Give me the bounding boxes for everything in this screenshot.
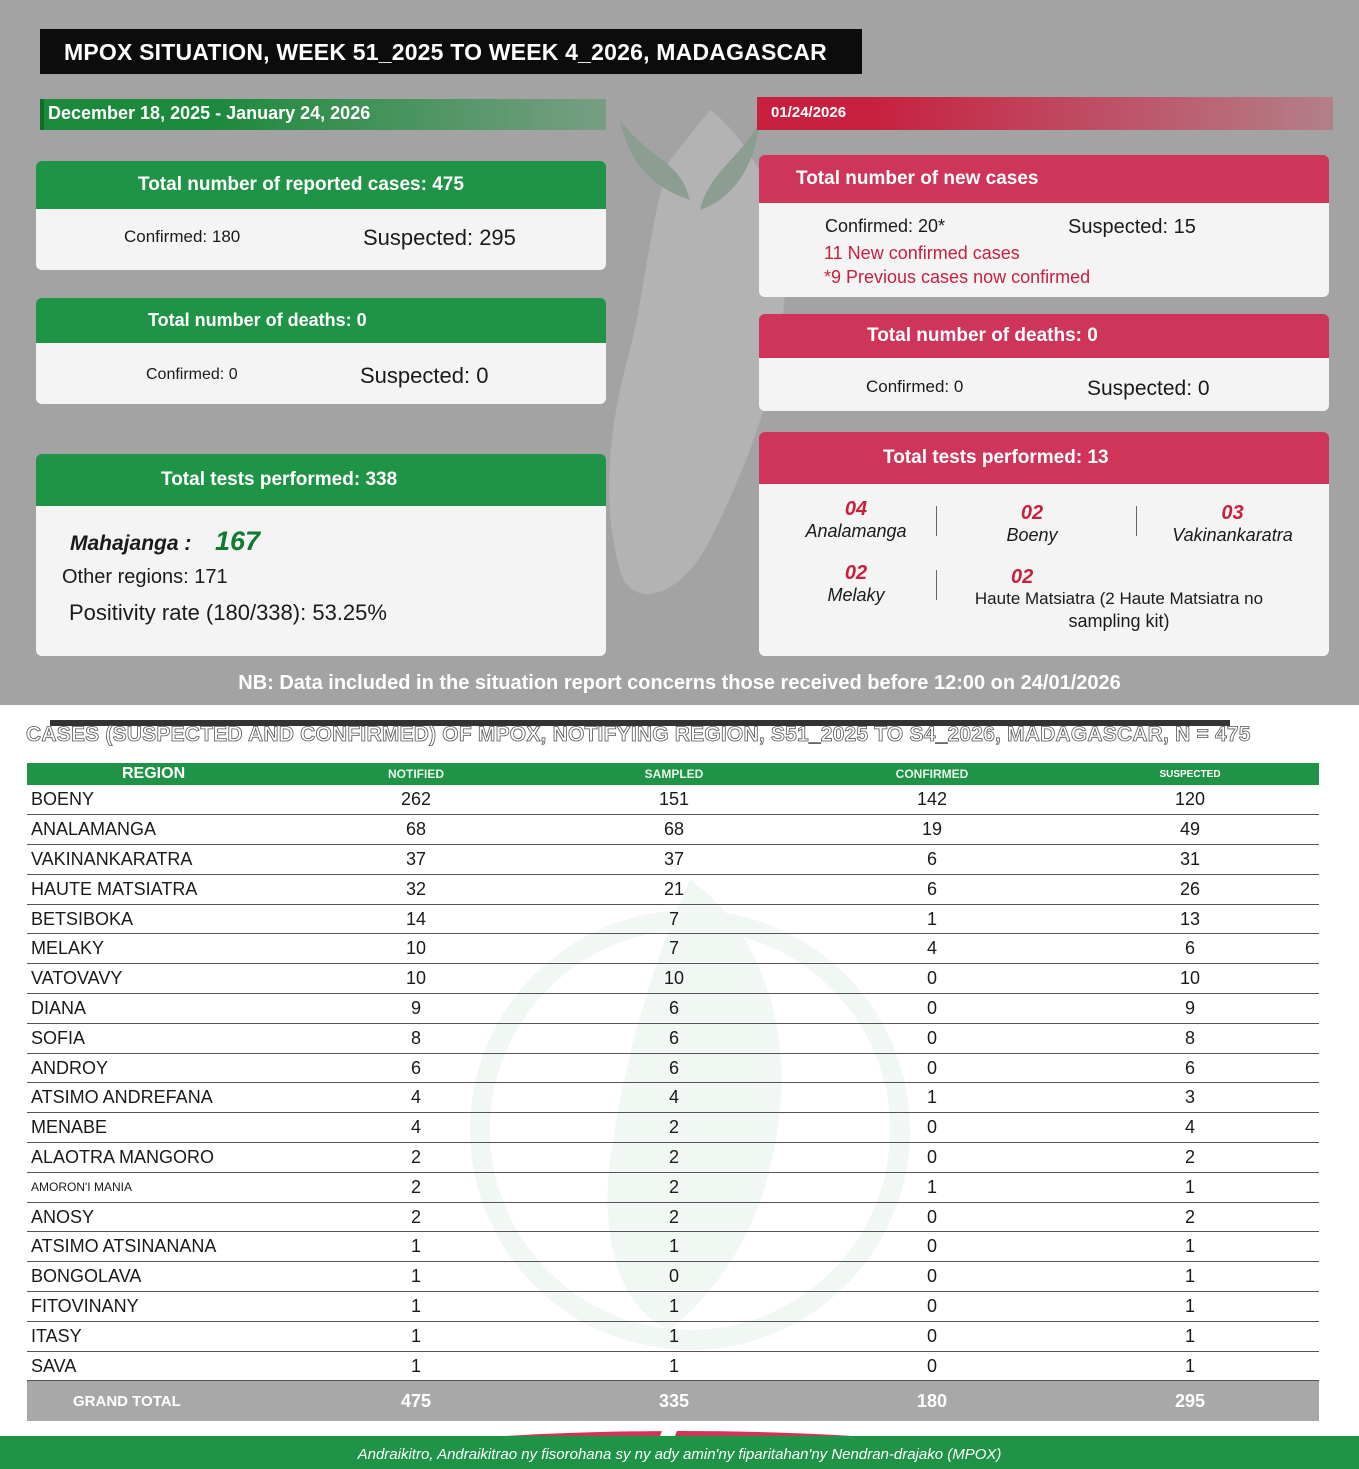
table-row: [27, 1232, 1319, 1262]
cell-suspected: 6: [1061, 1053, 1319, 1083]
cell-sampled: 4: [545, 1083, 803, 1113]
cell-region: FITOVINANY: [27, 1292, 287, 1322]
cell-region: ANOSY: [27, 1202, 287, 1232]
cell-region: ANDROY: [27, 1053, 287, 1083]
cell-suspected: 9: [1061, 994, 1319, 1024]
divider: [1136, 506, 1137, 536]
cell-confirmed: 0: [803, 1321, 1061, 1351]
cell-confirmed: 4: [803, 934, 1061, 964]
test-item-region: Melaky: [827, 585, 885, 605]
cell-suspected: 1: [1061, 1232, 1319, 1262]
cell-suspected: 2: [1061, 1202, 1319, 1232]
cell-region: SOFIA: [27, 1023, 287, 1053]
cell-region: SAVA: [27, 1351, 287, 1381]
test-item-count: 04: [844, 498, 868, 520]
cell-sampled: 7: [545, 904, 803, 934]
table-row: [27, 874, 1319, 904]
cell-sampled: 6: [545, 1023, 803, 1053]
cell-suspected: 120: [1061, 785, 1319, 815]
reported-cases-card: [36, 161, 606, 270]
cell-suspected: 2: [1061, 1143, 1319, 1173]
test-item-count: 02: [1020, 502, 1044, 524]
cell-sampled: 2: [545, 1172, 803, 1202]
cell-suspected: 13: [1061, 904, 1319, 934]
cell-suspected: 1: [1061, 1292, 1319, 1322]
reported-suspected: Suspected: 295: [363, 225, 516, 250]
cell-sampled: 6: [545, 1053, 803, 1083]
cell-notified: 1: [287, 1321, 545, 1351]
test-item-region: Boeny: [1006, 525, 1058, 545]
mahajanga-value: 167: [215, 526, 261, 556]
cell-sampled: 0: [545, 1262, 803, 1292]
cell-region: AMORON'I MANIA: [27, 1172, 287, 1202]
cell-suspected: 6: [1061, 934, 1319, 964]
cell-confirmed: 0: [803, 1292, 1061, 1322]
cell-sampled: 7: [545, 934, 803, 964]
cell-suspected: 4: [1061, 1113, 1319, 1143]
cell-suspected: 1: [1061, 1262, 1319, 1292]
table-row: [27, 1023, 1319, 1053]
test-item: [959, 566, 1279, 632]
cell-notified: 4: [287, 1113, 545, 1143]
other-regions-tests: Other regions: 171: [62, 566, 228, 588]
table-row: [27, 904, 1319, 934]
col-confirmed: CONFIRMED: [803, 763, 1061, 785]
cell-region: BONGOLAVA: [27, 1262, 287, 1292]
test-item-count: 02: [844, 562, 868, 584]
col-suspected: SUSPECTED: [1061, 763, 1319, 785]
situation-panel: [0, 0, 1359, 705]
table-row: [27, 1262, 1319, 1292]
cell-region: MELAKY: [27, 934, 287, 964]
test-item: [1155, 502, 1310, 546]
cell-sampled: 151: [545, 785, 803, 815]
previous-confirmed-note: *9 Previous cases now confirmed: [824, 267, 1091, 287]
cell-region: ALAOTRA MANGORO: [27, 1143, 287, 1173]
mahajanga-label: Mahajanga :: [70, 532, 192, 555]
new-cases-card: [759, 155, 1329, 297]
cell-confirmed: 0: [803, 1232, 1061, 1262]
cumulative-deaths-confirmed: Confirmed: 0: [146, 366, 238, 383]
daily-deaths-title: Total number of deaths: 0: [759, 314, 1329, 358]
cumulative-tests-card: [36, 454, 606, 656]
col-notified: NOTIFIED: [287, 763, 545, 785]
cell-notified: 37: [287, 845, 545, 875]
cell-confirmed: 0: [803, 1053, 1061, 1083]
cell-suspected: 49: [1061, 815, 1319, 845]
cell-region: BOENY: [27, 785, 287, 815]
cell-region: VAKINANKARATRA: [27, 845, 287, 875]
test-item: [781, 562, 931, 606]
table-row: [27, 815, 1319, 845]
table-row: [27, 1083, 1319, 1113]
cumulative-deaths-suspected: Suspected: 0: [360, 363, 489, 388]
cell-confirmed: 142: [803, 785, 1061, 815]
total-suspected: 295: [1061, 1381, 1319, 1421]
cell-suspected: 1: [1061, 1172, 1319, 1202]
divider: [936, 506, 937, 536]
daily-period-banner: 01/24/2026: [757, 97, 1333, 130]
cell-confirmed: 1: [803, 1172, 1061, 1202]
cell-notified: 32: [287, 874, 545, 904]
cell-sampled: 2: [545, 1143, 803, 1173]
cell-sampled: 2: [545, 1202, 803, 1232]
reported-confirmed: Confirmed: 180: [124, 227, 241, 246]
table-title: CASES (SUSPECTED AND CONFIRMED) OF MPOX, NOTIFYING REGION, S51_2025 TO S4_2026, MADAGASCAR, N = 475: [26, 723, 1251, 746]
cell-sampled: 21: [545, 874, 803, 904]
table-row: [27, 934, 1319, 964]
cell-region: VATOVAVY: [27, 964, 287, 994]
regions-table: [27, 763, 1319, 1421]
cell-region: HAUTE MATSIATRA: [27, 874, 287, 904]
total-confirmed: 180: [803, 1381, 1061, 1421]
cell-region: DIANA: [27, 994, 287, 1024]
cell-suspected: 3: [1061, 1083, 1319, 1113]
table-row: [27, 1113, 1319, 1143]
cell-sampled: 1: [545, 1351, 803, 1381]
table-row: [27, 1292, 1319, 1322]
total-notified: 475: [287, 1381, 545, 1421]
table-row: [27, 785, 1319, 815]
col-region: REGION: [27, 763, 287, 785]
cell-suspected: 8: [1061, 1023, 1319, 1053]
cumulative-deaths-title: Total number of deaths: 0: [36, 298, 606, 343]
cell-notified: 2: [287, 1202, 545, 1232]
cell-confirmed: 0: [803, 1143, 1061, 1173]
cell-confirmed: 6: [803, 845, 1061, 875]
table-row: [27, 1053, 1319, 1083]
cell-notified: 8: [287, 1023, 545, 1053]
col-sampled: SAMPLED: [545, 763, 803, 785]
test-item: [781, 498, 931, 542]
test-item: [957, 502, 1107, 546]
new-confirmed-note: 11 New confirmed cases: [824, 243, 1020, 263]
cell-confirmed: 0: [803, 1113, 1061, 1143]
table-header-row: [27, 763, 1319, 785]
test-item-region: Analamanga: [805, 521, 907, 541]
cell-region: ITASY: [27, 1321, 287, 1351]
daily-deaths-suspected: Suspected: 0: [1087, 377, 1210, 400]
table-row: [27, 964, 1319, 994]
cell-notified: 1: [287, 1262, 545, 1292]
cell-sampled: 2: [545, 1113, 803, 1143]
cell-confirmed: 6: [803, 874, 1061, 904]
cell-confirmed: 0: [803, 1351, 1061, 1381]
data-cutoff-note: NB: Data included in the situation report concerns those received before 12:00 on 24/01/2026: [238, 672, 1121, 694]
cell-confirmed: 19: [803, 815, 1061, 845]
cell-confirmed: 0: [803, 1202, 1061, 1232]
cell-notified: 9: [287, 994, 545, 1024]
cell-region: MENABE: [27, 1113, 287, 1143]
cell-sampled: 6: [545, 994, 803, 1024]
cell-sampled: 10: [545, 964, 803, 994]
daily-tests-title: Total tests performed: 13: [759, 432, 1329, 484]
cell-suspected: 10: [1061, 964, 1319, 994]
cell-suspected: 1: [1061, 1321, 1319, 1351]
table-row: [27, 1351, 1319, 1381]
cell-region: ATSIMO ANDREFANA: [27, 1083, 287, 1113]
cell-notified: 1: [287, 1232, 545, 1262]
cell-sampled: 37: [545, 845, 803, 875]
cell-region: BETSIBOKA: [27, 904, 287, 934]
cell-sampled: 1: [545, 1232, 803, 1262]
daily-deaths-card: [759, 314, 1329, 411]
cell-notified: 14: [287, 904, 545, 934]
cell-notified: 2: [287, 1172, 545, 1202]
cell-sampled: 1: [545, 1292, 803, 1322]
daily-deaths-confirmed: Confirmed: 0: [866, 377, 964, 396]
table-row: [27, 1172, 1319, 1202]
cumulative-period-banner: December 18, 2025 - January 24, 2026: [40, 99, 606, 130]
new-cases-title: Total number of new cases: [759, 155, 1329, 203]
cell-suspected: 26: [1061, 874, 1319, 904]
cell-notified: 68: [287, 815, 545, 845]
cell-notified: 10: [287, 934, 545, 964]
cell-confirmed: 0: [803, 964, 1061, 994]
positivity-rate: Positivity rate (180/338): 53.25%: [69, 600, 387, 625]
test-item-count: 02: [1011, 566, 1034, 588]
grand-total-row: [27, 1381, 1319, 1421]
divider: [936, 570, 937, 600]
cell-notified: 10: [287, 964, 545, 994]
cell-notified: 262: [287, 785, 545, 815]
new-suspected: Suspected: 15: [1068, 216, 1196, 238]
cell-region: ANALAMANGA: [27, 815, 287, 845]
cell-confirmed: 0: [803, 1262, 1061, 1292]
cell-suspected: 1: [1061, 1351, 1319, 1381]
new-confirmed: Confirmed: 20*: [825, 216, 946, 236]
total-sampled: 335: [545, 1381, 803, 1421]
table-row: [27, 1143, 1319, 1173]
cell-confirmed: 0: [803, 994, 1061, 1024]
cell-region: ATSIMO ATSINANANA: [27, 1232, 287, 1262]
footer-slogan: Andraikitro, Andraikitrao ny fisorohana sy ny ady amin'ny fiparitahan'ny Nendran-drajako (MPOX): [0, 1436, 1359, 1469]
cell-confirmed: 1: [803, 1083, 1061, 1113]
cell-notified: 6: [287, 1053, 545, 1083]
test-item-region: Haute Matsiatra (2 Haute Matsiatra no: [974, 589, 1264, 608]
cell-sampled: 68: [545, 815, 803, 845]
cell-notified: 2: [287, 1143, 545, 1173]
cumulative-tests-title: Total tests performed: 338: [36, 454, 606, 506]
page-title: MPOX SITUATION, WEEK 51_2025 TO WEEK 4_2026, MADAGASCAR: [40, 29, 862, 74]
test-item-region-note: sampling kit): [1068, 611, 1170, 631]
reported-cases-title: Total number of reported cases: 475: [36, 161, 606, 209]
daily-tests-card: [759, 432, 1329, 656]
test-item-count: 03: [1221, 502, 1244, 524]
cell-confirmed: 1: [803, 904, 1061, 934]
cell-notified: 1: [287, 1292, 545, 1322]
test-item-region: Vakinankaratra: [1172, 525, 1293, 545]
cell-suspected: 31: [1061, 845, 1319, 875]
total-label: GRAND TOTAL: [27, 1381, 287, 1421]
cell-confirmed: 0: [803, 1023, 1061, 1053]
table-row: [27, 994, 1319, 1024]
cell-notified: 4: [287, 1083, 545, 1113]
cumulative-deaths-card: [36, 298, 606, 404]
table-row: [27, 1202, 1319, 1232]
cell-sampled: 1: [545, 1321, 803, 1351]
cell-notified: 1: [287, 1351, 545, 1381]
table-row: [27, 1321, 1319, 1351]
table-row: [27, 845, 1319, 875]
